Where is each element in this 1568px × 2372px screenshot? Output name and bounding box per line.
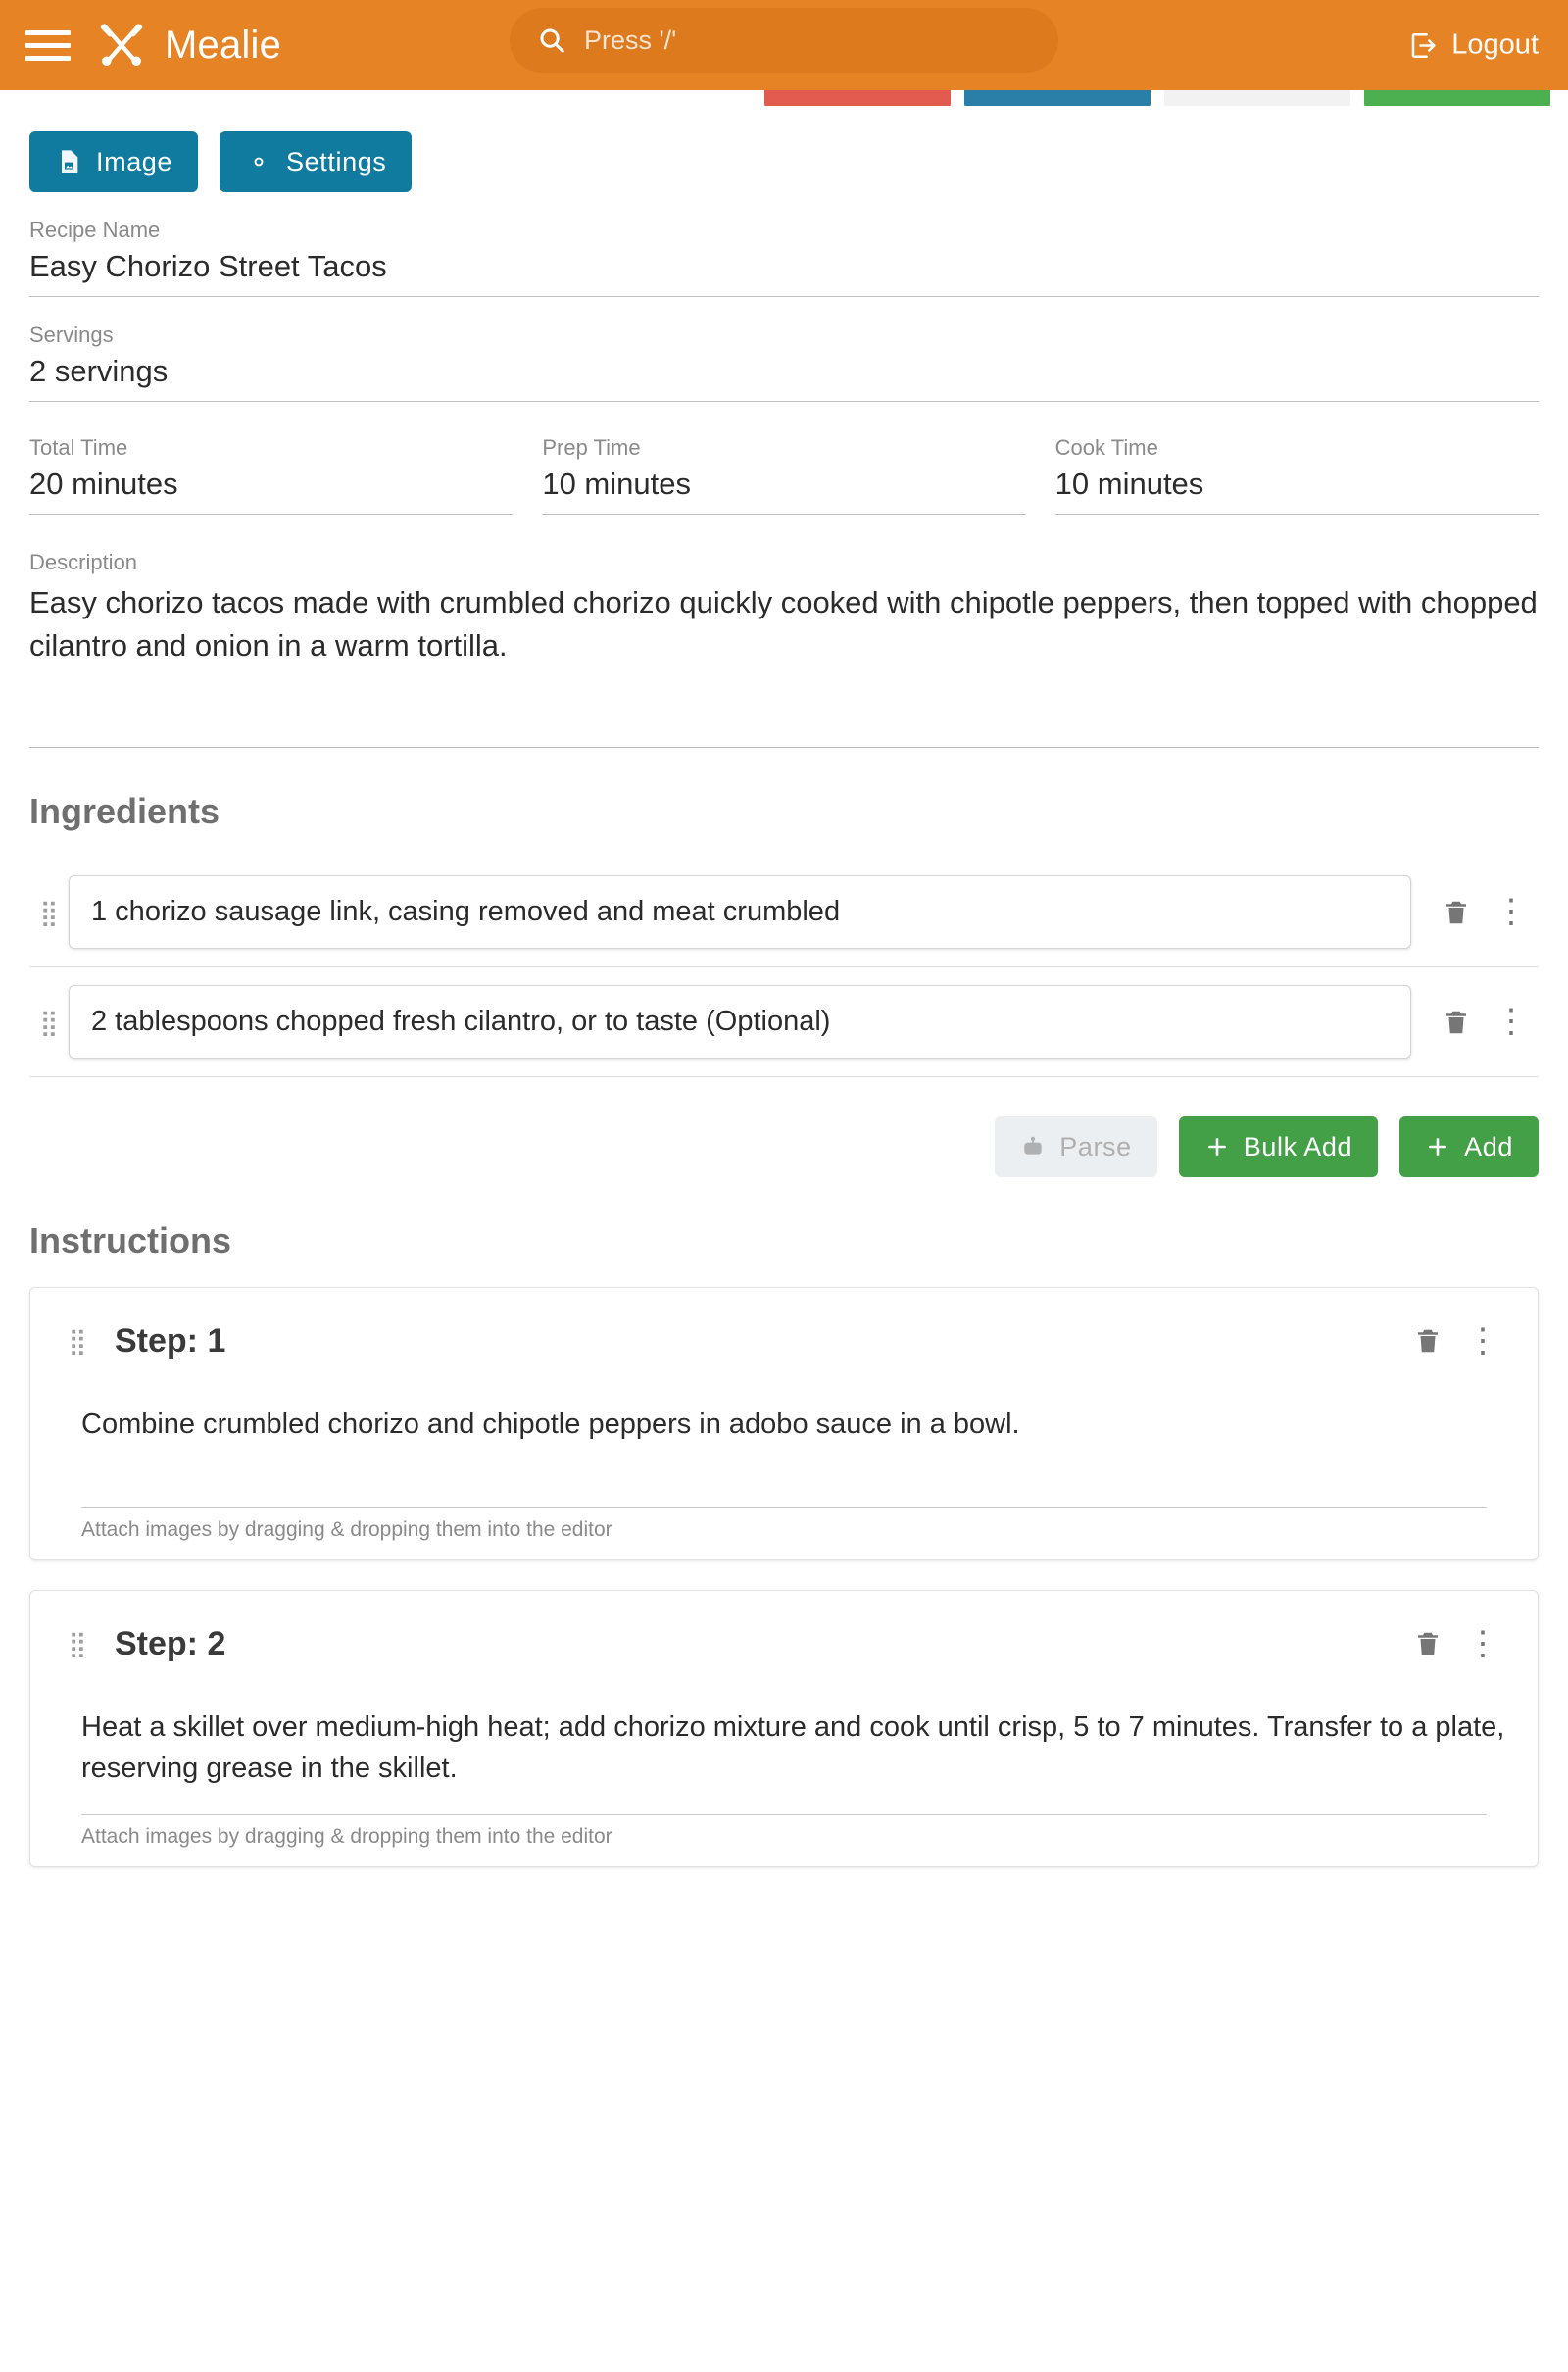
hero-image-strip xyxy=(0,90,1568,106)
step-header xyxy=(58,1616,1510,1671)
prep-time-field[interactable] xyxy=(542,435,1025,515)
recipe-name-value[interactable]: Easy Chorizo Street Tacos xyxy=(29,249,1539,297)
ingredients-heading: Ingredients xyxy=(29,791,220,831)
fork-knife-icon xyxy=(96,20,147,71)
kebab-menu-icon[interactable]: ⋮ xyxy=(1466,1624,1499,1662)
hamburger-icon[interactable] xyxy=(25,25,71,65)
trash-icon[interactable] xyxy=(1400,1616,1455,1671)
step-text[interactable]: Combine crumbled chorizo and chipotle peppers in adobo sauce in a bowl. xyxy=(81,1408,1020,1440)
bulk-add-button[interactable] xyxy=(1179,1116,1378,1177)
ingredient-row xyxy=(29,858,1539,967)
step-attach-hint: Attach images by dragging & dropping them into the editor xyxy=(81,1507,1487,1542)
logout-icon xyxy=(1408,30,1438,60)
gear-icon xyxy=(245,148,272,175)
robot-icon xyxy=(1020,1134,1046,1160)
add-ingredient-button[interactable] xyxy=(1399,1116,1539,1177)
hero-thumb xyxy=(1164,90,1350,106)
step-header xyxy=(58,1313,1510,1368)
search-icon xyxy=(537,25,566,55)
search-placeholder: Press '/' xyxy=(584,25,677,55)
trash-icon[interactable] xyxy=(1429,995,1484,1050)
total-time-value[interactable]: 20 minutes xyxy=(29,467,513,515)
kebab-menu-icon[interactable]: ⋮ xyxy=(1494,1003,1528,1041)
servings-value[interactable]: 2 servings xyxy=(29,354,1539,402)
trash-icon[interactable] xyxy=(1400,1313,1455,1368)
drag-handle-icon[interactable]: ⣿ xyxy=(39,1007,59,1037)
instruction-step-card xyxy=(29,1287,1539,1560)
editor-toolbar xyxy=(29,131,1539,192)
step-title: Step: 2 xyxy=(115,1624,226,1662)
prep-time-label: Prep Time xyxy=(542,435,641,460)
hero-thumb xyxy=(964,90,1151,106)
drag-handle-icon[interactable]: ⣿ xyxy=(68,1326,87,1356)
hero-thumb xyxy=(1364,90,1550,106)
settings-button-label: Settings xyxy=(286,146,387,176)
hero-thumbnails xyxy=(764,90,1568,106)
logout-label: Logout xyxy=(1451,28,1539,61)
recipe-name-label: Recipe Name xyxy=(29,218,161,242)
cook-time-label: Cook Time xyxy=(1054,435,1158,460)
recipe-name-field[interactable] xyxy=(29,218,1539,297)
parse-button-label: Parse xyxy=(1059,1131,1132,1161)
plus-icon xyxy=(1204,1134,1230,1160)
drag-handle-icon[interactable]: ⣿ xyxy=(39,897,59,927)
app-bar xyxy=(0,0,1568,90)
app-title: Mealie xyxy=(165,23,282,67)
description-label: Description xyxy=(29,550,138,574)
ingredient-actions xyxy=(29,1116,1539,1177)
image-button-label: Image xyxy=(96,146,173,176)
prep-time-value[interactable]: 10 minutes xyxy=(542,467,1025,515)
image-icon xyxy=(55,148,82,175)
logout-button[interactable] xyxy=(1408,29,1539,62)
kebab-menu-icon[interactable]: ⋮ xyxy=(1494,893,1528,931)
ingredient-input[interactable] xyxy=(69,875,1411,949)
image-button[interactable] xyxy=(29,131,198,192)
total-time-label: Total Time xyxy=(29,435,128,460)
parse-button[interactable] xyxy=(995,1116,1157,1177)
search-input[interactable] xyxy=(510,8,1058,73)
step-title: Step: 1 xyxy=(115,1321,226,1359)
servings-label: Servings xyxy=(29,322,114,347)
ingredient-input[interactable] xyxy=(69,985,1411,1059)
ingredient-row xyxy=(29,967,1539,1077)
cook-time-field[interactable] xyxy=(1055,435,1539,515)
times-row xyxy=(29,435,1539,515)
instructions-heading: Instructions xyxy=(29,1220,232,1260)
step-attach-hint: Attach images by dragging & dropping them into the editor xyxy=(81,1814,1487,1849)
hero-thumb xyxy=(764,90,951,106)
settings-button[interactable] xyxy=(220,131,412,192)
servings-field[interactable] xyxy=(29,322,1539,402)
bulk-add-label: Bulk Add xyxy=(1243,1131,1353,1161)
drag-handle-icon[interactable]: ⣿ xyxy=(68,1629,87,1658)
recipe-editor xyxy=(0,131,1568,1867)
kebab-menu-icon[interactable]: ⋮ xyxy=(1466,1321,1499,1359)
add-ingredient-label: Add xyxy=(1464,1131,1513,1161)
description-value[interactable]: Easy chorizo tacos made with crumbled chorizo quickly cooked with chipotle peppers, then topped with chopped cilantro and onion in a warm tortilla. xyxy=(29,581,1539,748)
step-text[interactable]: Heat a skillet over medium-high heat; add chorizo mixture and cook until crisp, 5 to 7 minutes. Transfer to a plate, reserving grease in the skillet. xyxy=(81,1711,1505,1785)
total-time-field[interactable] xyxy=(29,435,513,515)
cook-time-value[interactable]: 10 minutes xyxy=(1055,467,1539,515)
trash-icon[interactable] xyxy=(1429,885,1484,940)
description-field[interactable] xyxy=(29,550,1539,748)
plus-icon xyxy=(1425,1134,1450,1160)
instruction-step-card xyxy=(29,1590,1539,1867)
